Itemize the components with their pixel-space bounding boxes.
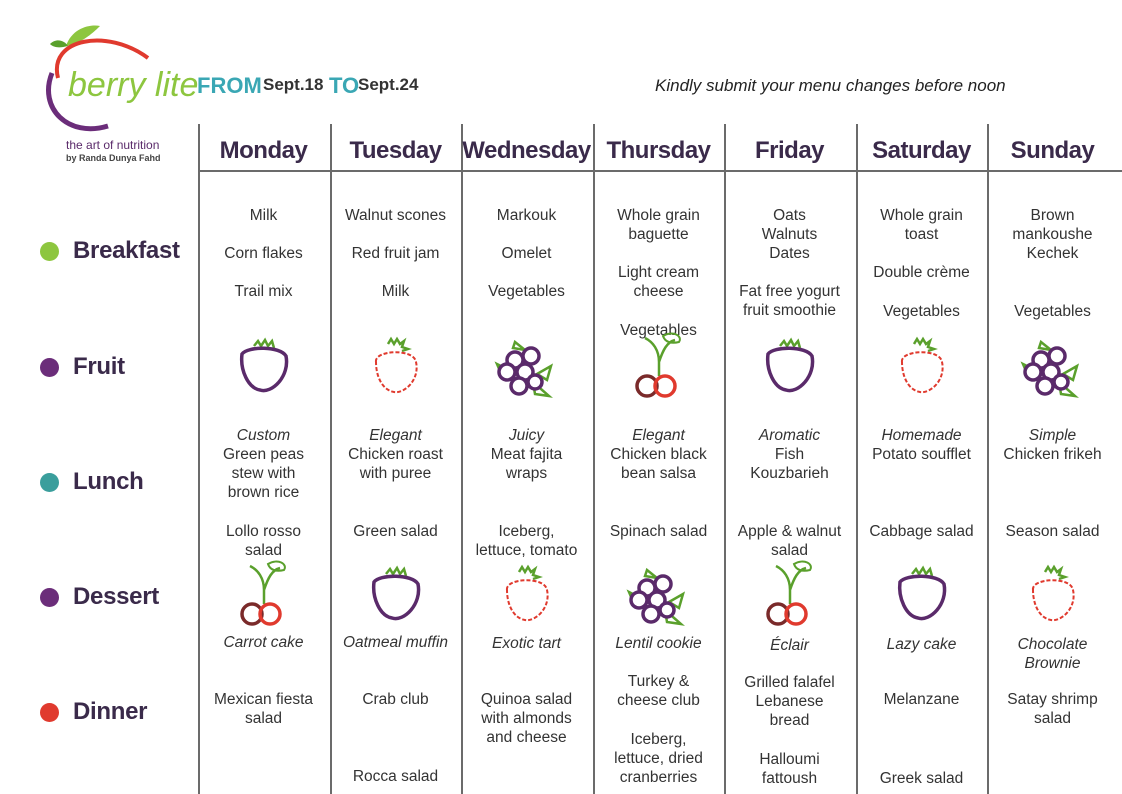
lunch-main-monday [198, 426, 329, 502]
dessert-item-thursday [593, 634, 724, 653]
dinner-main-wednesday-line: and cheese [486, 729, 567, 746]
day-header-monday: Monday [219, 137, 308, 164]
breakfast-item-wednesday-line: Omelet [501, 245, 552, 262]
from-label: FROM [197, 73, 262, 98]
lunch-main-tuesday [330, 426, 461, 483]
lunch-salad-monday-line: Lollo rosso [226, 523, 301, 540]
lunch-salad-saturday-line: Cabbage salad [869, 523, 974, 540]
breakfast-item-thursday [593, 206, 724, 225]
from-date: Sept.18 [263, 75, 324, 94]
breakfast-item-sunday [987, 206, 1118, 225]
breakfast-item-saturday-line: Double crème [873, 264, 970, 281]
breakfast-item-sunday [987, 302, 1118, 321]
breakfast-item-monday [198, 244, 329, 263]
to-label: TO [329, 73, 360, 98]
breakfast-item-wednesday-line: Markouk [496, 207, 557, 224]
breakfast-item-monday [198, 282, 329, 301]
dinner-main-tuesday-line: Crab club [362, 691, 429, 708]
breakfast-item-friday-line: Dates [769, 245, 810, 262]
cherries-icon [228, 560, 298, 630]
lunch-main-friday-line: Aromatic [758, 427, 821, 444]
dinner-main-monday [198, 690, 329, 728]
lunch-main-tuesday-line: with puree [359, 465, 432, 482]
day-header-thursday: Thursday [606, 137, 711, 164]
lunch-main-saturday-line: Homemade [881, 427, 962, 444]
lunch-main-wednesday [461, 426, 592, 483]
breakfast-item-saturday-line: toast [904, 226, 939, 243]
breakfast-item-thursday-line: Whole grain [617, 207, 700, 224]
lunch-salad-monday-line: salad [244, 542, 283, 559]
dinner-main-friday-line: bread [769, 712, 810, 729]
dessert-line: Oatmeal muffin [342, 634, 449, 651]
dinner-main-wednesday-line: with almonds [481, 710, 572, 727]
dessert-item-tuesday [330, 633, 461, 652]
breakfast-item-friday [724, 301, 855, 320]
breakfast-item-wednesday-line: Vegetables [488, 283, 565, 300]
meal-name: Lunch [73, 468, 144, 495]
dinner-side-thursday-line: Iceberg, [630, 731, 687, 748]
meal-name: Fruit [73, 353, 125, 380]
dinner-side-friday-line: fattoush [761, 770, 818, 787]
dinner-side-thursday-line: lettuce, dried [614, 750, 703, 767]
dessert-line: Carrot cake [223, 634, 304, 651]
breakfast-item-saturday [856, 225, 987, 244]
breakfast-item-monday-line: Milk [249, 207, 278, 224]
raspberry-icon [360, 332, 430, 402]
meal-label-fruit [40, 350, 125, 384]
dinner-main-saturday [856, 690, 987, 709]
lunch-salad-friday [724, 522, 855, 560]
dinner-main-friday-line: Grilled falafel [744, 674, 835, 691]
breakfast-item-friday [724, 225, 855, 244]
breakfast-item-sunday-line: Brown [1030, 207, 1075, 224]
meal-name: Breakfast [73, 237, 180, 264]
day-header-sunday: Sunday [1010, 137, 1095, 164]
breakfast-item-tuesday-line: Red fruit jam [351, 245, 440, 262]
lunch-main-thursday-line: Elegant [632, 427, 685, 444]
meal-label-breakfast [40, 234, 180, 268]
dessert-line: Exotic tart [492, 635, 561, 652]
dessert-line: Lentil cookie [615, 635, 702, 652]
dinner-side-friday [724, 750, 855, 788]
dessert-line: Éclair [770, 637, 809, 654]
brand-byline: by Randa Dunya Fahd [66, 153, 161, 163]
meal-dot-icon [40, 703, 59, 722]
berries-icon [623, 560, 693, 630]
breakfast-item-sunday-line: mankoushe [1012, 226, 1093, 243]
dessert-item-monday [198, 633, 329, 652]
dinner-main-friday-line: Lebanese [755, 693, 824, 710]
lunch-salad-tuesday-line: Green salad [353, 523, 438, 540]
submission-note: Kindly submit your menu changes before noon [655, 76, 1006, 95]
day-header-friday: Friday [754, 137, 825, 164]
breakfast-item-thursday-line: baguette [628, 226, 689, 243]
dinner-main-sunday-line: Satay shrimp [1007, 691, 1098, 708]
lunch-main-wednesday-line: wraps [505, 465, 548, 482]
lunch-salad-thursday-line: Spinach salad [609, 523, 708, 540]
breakfast-item-monday-line: Trail mix [234, 283, 293, 300]
lunch-main-thursday-line: Chicken black [610, 446, 707, 463]
lunch-main-tuesday-line: Elegant [369, 427, 422, 444]
brand-tagline: the art of nutrition [66, 138, 160, 152]
dinner-side-tuesday-line: Rocca salad [352, 768, 439, 785]
lunch-main-monday-line: Custom [236, 427, 291, 444]
meal-dot-icon [40, 473, 59, 492]
lunch-main-sunday [987, 426, 1118, 464]
lunch-main-friday-line: Kouzbarieh [750, 465, 829, 482]
lunch-salad-monday [198, 522, 329, 560]
dinner-main-thursday-line: cheese club [617, 692, 700, 709]
breakfast-item-monday [198, 206, 329, 225]
breakfast-item-sunday [987, 244, 1118, 263]
breakfast-item-tuesday [330, 244, 461, 263]
lunch-salad-friday-line: salad [770, 542, 809, 559]
lunch-main-wednesday-line: Juicy [508, 427, 545, 444]
lunch-main-monday-line: brown rice [227, 484, 300, 501]
lunch-main-tuesday-line: Chicken roast [348, 446, 443, 463]
lunch-main-saturday-line: Potato soufflet [872, 446, 971, 463]
lunch-salad-sunday-line: Season salad [1005, 523, 1100, 540]
breakfast-item-wednesday [461, 282, 592, 301]
lunch-salad-wednesday-line: Iceberg, [498, 523, 555, 540]
breakfast-item-thursday [593, 225, 724, 244]
lunch-salad-sunday [987, 522, 1118, 541]
dinner-main-sunday-line: salad [1033, 710, 1072, 727]
lunch-main-saturday [856, 426, 987, 464]
dinner-side-thursday-line: cranberries [619, 769, 698, 786]
lunch-main-sunday-line: Simple [1028, 427, 1077, 444]
breakfast-item-tuesday [330, 282, 461, 301]
breakfast-item-thursday [593, 282, 724, 301]
breakfast-item-saturday [856, 302, 987, 321]
breakfast-item-friday-line: Walnuts [761, 226, 818, 243]
header-divider [198, 170, 1122, 172]
strawberry-purple-icon [360, 560, 430, 630]
lunch-main-sunday-line: Chicken frikeh [1003, 446, 1102, 463]
lunch-salad-tuesday [330, 522, 461, 541]
breakfast-item-friday-line: Fat free yogurt [739, 283, 840, 300]
cherries-icon [623, 332, 693, 402]
raspberry-icon [886, 332, 956, 402]
to-date: Sept.24 [358, 75, 419, 94]
breakfast-item-friday [724, 244, 855, 263]
breakfast-item-saturday [856, 206, 987, 225]
lunch-salad-saturday [856, 522, 987, 541]
dinner-main-wednesday-line: Quinoa salad [480, 691, 573, 708]
dinner-side-thursday [593, 730, 724, 787]
meal-label-lunch [40, 465, 144, 499]
breakfast-item-friday [724, 206, 855, 225]
breakfast-item-thursday-line: Light cream [618, 264, 699, 281]
meal-label-dinner [40, 695, 147, 729]
dessert-item-saturday [856, 635, 987, 654]
dinner-main-saturday-line: Melanzane [883, 691, 960, 708]
breakfast-item-saturday-line: Whole grain [880, 207, 963, 224]
breakfast-item-thursday [593, 263, 724, 282]
raspberry-icon [491, 560, 561, 630]
breakfast-item-friday-line: Oats [773, 207, 806, 224]
dinner-side-friday-line: Halloumi [759, 751, 820, 768]
breakfast-item-friday-line: fruit smoothie [742, 302, 837, 319]
strawberry-purple-icon [228, 332, 298, 402]
lunch-salad-thursday [593, 522, 724, 541]
breakfast-item-tuesday-line: Milk [381, 283, 410, 300]
meal-dot-icon [40, 588, 59, 607]
dinner-main-thursday-line: Turkey & [627, 673, 690, 690]
meal-name: Dessert [73, 583, 159, 610]
dinner-main-tuesday [330, 690, 461, 709]
dessert-line: Chocolate [1017, 636, 1088, 653]
meal-label-dessert [40, 580, 159, 614]
dessert-line: Brownie [1024, 655, 1081, 672]
lunch-salad-wednesday-line: lettuce, tomato [475, 542, 578, 559]
lunch-salad-wednesday [461, 522, 592, 560]
strawberry-purple-icon [886, 560, 956, 630]
lunch-salad-friday-line: Apple & walnut [737, 523, 842, 540]
day-header-saturday: Saturday [872, 137, 971, 164]
dessert-line: Lazy cake [886, 636, 957, 653]
dessert-item-wednesday [461, 634, 592, 653]
dessert-item-friday [724, 636, 855, 655]
dinner-side-saturday-line: Greek salad [879, 770, 964, 787]
breakfast-item-saturday-line: Vegetables [883, 303, 960, 320]
dinner-main-monday-line: salad [244, 710, 283, 727]
dinner-main-sunday [987, 690, 1118, 728]
berries-icon [491, 332, 561, 402]
breakfast-item-tuesday [330, 206, 461, 225]
lunch-main-thursday-line: bean salsa [621, 465, 696, 482]
lunch-main-monday-line: Green peas [223, 446, 304, 463]
lunch-main-monday-line: stew with [231, 465, 296, 482]
dinner-main-wednesday [461, 690, 592, 747]
meal-dot-icon [40, 358, 59, 377]
dinner-side-tuesday [330, 767, 461, 786]
dinner-side-saturday [856, 769, 987, 788]
strawberry-purple-icon [754, 332, 824, 402]
breakfast-item-tuesday-line: Walnut scones [344, 207, 447, 224]
dinner-main-monday-line: Mexican fiesta [213, 691, 314, 708]
lunch-main-friday-line: Fish [774, 446, 805, 463]
day-header-wednesday: Wednesday [462, 137, 591, 164]
breakfast-item-wednesday [461, 244, 592, 263]
berries-icon [1017, 332, 1087, 402]
breakfast-item-thursday-line: cheese [633, 283, 684, 300]
breakfast-item-thursday-line: Vegetables [620, 322, 697, 339]
lunch-main-wednesday-line: Meat fajita [490, 446, 563, 463]
meal-name: Dinner [73, 698, 148, 725]
logo-berry-text: berry lite [68, 66, 199, 104]
breakfast-item-sunday-line: Vegetables [1014, 303, 1091, 320]
lunch-main-friday [724, 426, 855, 483]
breakfast-item-friday [724, 282, 855, 301]
lunch-main-thursday [593, 426, 724, 483]
raspberry-icon [1017, 560, 1087, 630]
day-header-tuesday: Tuesday [349, 137, 442, 164]
cherries-icon [754, 560, 824, 630]
breakfast-item-saturday [856, 263, 987, 282]
breakfast-item-monday-line: Corn flakes [224, 245, 303, 262]
breakfast-item-wednesday [461, 206, 592, 225]
meal-dot-icon [40, 242, 59, 261]
breakfast-item-sunday-line: Kechek [1026, 245, 1079, 262]
dinner-main-thursday [593, 672, 724, 710]
dinner-main-friday [724, 673, 855, 730]
breakfast-item-sunday [987, 225, 1118, 244]
dessert-item-sunday [987, 635, 1118, 673]
